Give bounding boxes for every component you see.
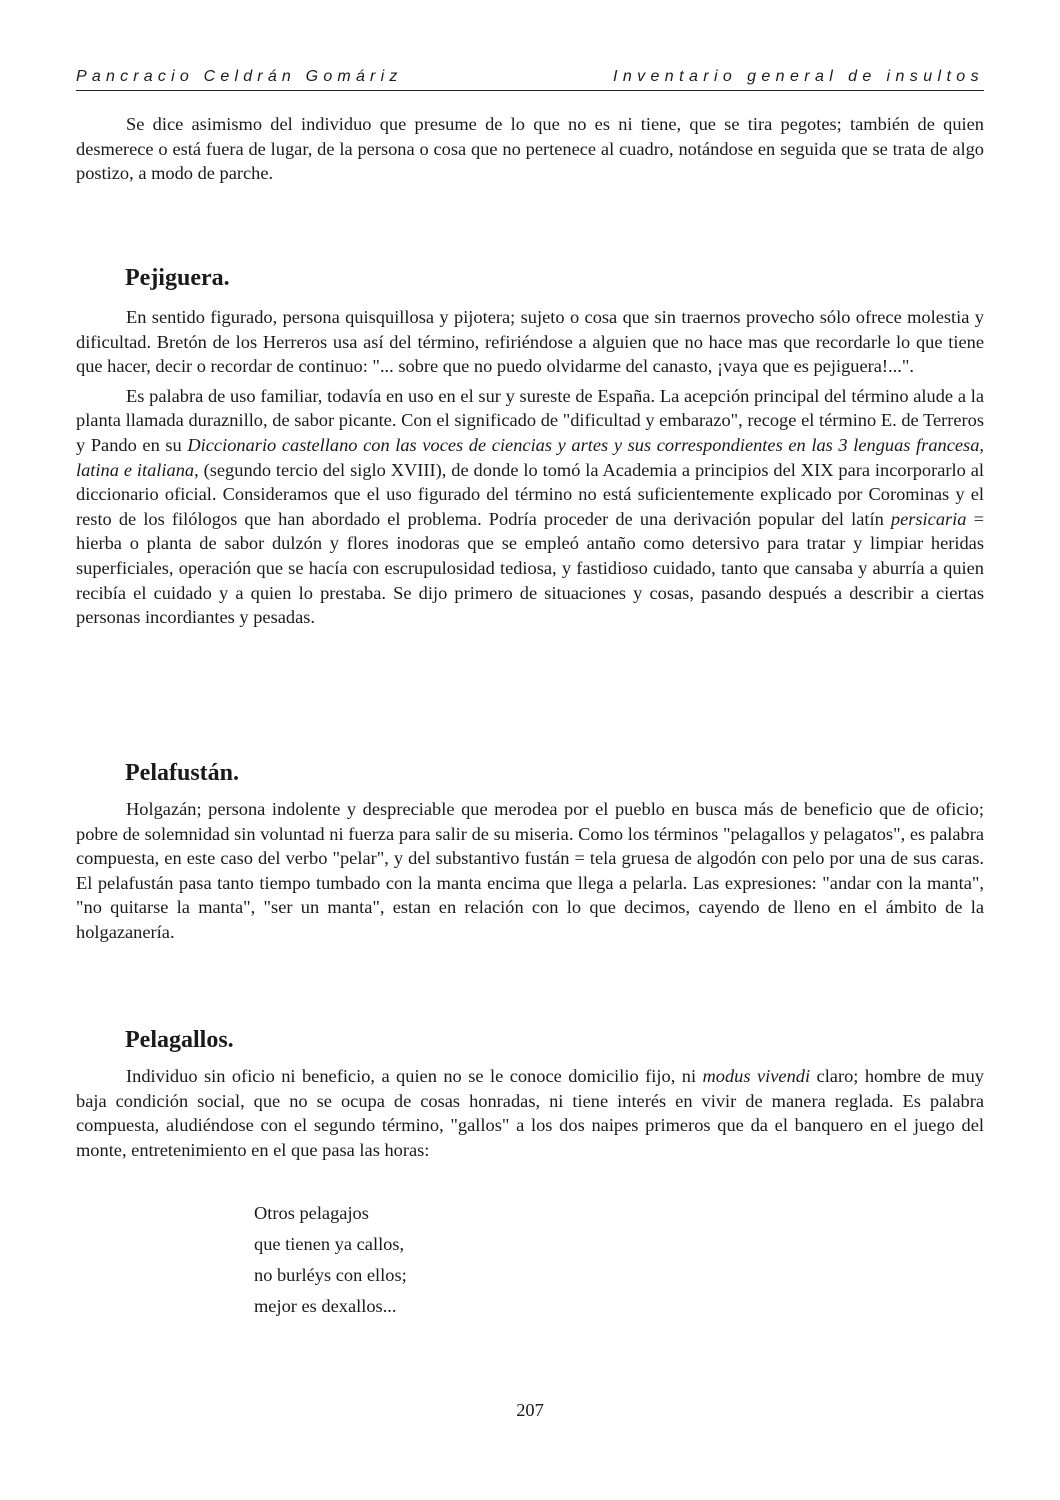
intro-section xyxy=(76,112,984,191)
header-author: Pancracio Celdrán Gomáriz xyxy=(76,68,403,85)
running-header xyxy=(76,66,984,91)
pejiguera-paragraph-2 xyxy=(76,384,984,630)
pelafustan-paragraph-1: Holgazán; persona indolente y despreciable que merodea por el pueblo en busca más de beneficio que de oficio; pobre de solemnidad sin voluntad ni fuerza para salir de su miseria. Como los términos "pelagallos y pelagatos", es palabra compuesta, en este caso del verbo "pelar", y del substantivo fustán = tela gruesa de algodón con pelo por una de sus caras. El pelafustán pasa tanto tiempo tumbado con la manta encima que llega a pelarla. Las expresiones: "andar con la manta", "no quitarse la manta", "ser un manta", estan en relación con lo que decimos, cayendo de lleno en el ámbito de la holgazanería. xyxy=(76,799,984,942)
verse-line: Otros pelagajos xyxy=(254,1203,369,1223)
entry-body-pelagallos xyxy=(76,1064,984,1167)
entry-body-pejiguera xyxy=(76,305,984,635)
entry-heading-pejiguera: Pejiguera. xyxy=(125,265,230,291)
header-book-title: Inventario general de insultos xyxy=(612,68,984,85)
pejiguera-p2-part-b: , (segundo tercio del siglo XVIII), de donde lo tomó la Academia a principios del XIX para incorporarlo al diccionario oficial. Consideramos que el uso figurado del término no está suficientemente explicado por Corominas y el resto de los filólogos que han abordado el problema. Podría proceder de una derivación popular del latín xyxy=(76,459,985,529)
pelagallos-p1-part-b: claro; hombre de muy baja condición social, que no se ocupa de cosas honradas, ni tiene interés en vivir de manera reglada. Es palabra compuesta, aludiéndose con el segundo término, "gallos" a los dos naipes primeros que da el banquero en el juego del monte, entretenimiento en el que pasa las horas: xyxy=(76,1066,984,1160)
page-number: 207 xyxy=(516,1400,544,1420)
entry-heading-pelagallos: Pelagallos. xyxy=(125,1027,234,1053)
verse-line: mejor es dexallos... xyxy=(254,1296,397,1316)
verse-quote xyxy=(254,1198,407,1322)
persicaria-italic: persicaria xyxy=(890,508,967,529)
verse-line: que tienen ya callos, xyxy=(254,1234,405,1254)
entry-heading-pelafustan: Pelafustán. xyxy=(125,760,239,786)
intro-paragraph: Se dice asimismo del individuo que presume de lo que no es ni tiene, que se tira pegotes; también de quien desmerece o está fuera de lugar, de la persona o cosa que no pertenece al cuadro, notándose en seguida que se trata de algo postizo, a modo de parche. xyxy=(76,114,984,184)
verse-line: no burléys con ellos; xyxy=(254,1265,407,1285)
entry-body-pelafustan xyxy=(76,797,984,950)
pelagallos-paragraph-1 xyxy=(76,1064,984,1162)
pejiguera-paragraph-1: En sentido figurado, persona quisquillosa y pijotera; sujeto o cosa que sin traernos provecho sólo ofrece molestia y dificultad. Bretón de los Herreros usa así del término, refiriéndose a alguien que no hace mas que recordarle lo que tiene que hacer, decir o recordar de continuo: "... sobre que no puedo olvidarme del canasto, ¡vaya que es pejiguera!...". xyxy=(76,307,984,377)
modus-vivendi-italic: modus vivendi xyxy=(702,1066,811,1086)
dictionary-title-italic: Diccionario castellano con las voces de ciencias y artes y sus correspondientes en las 3 lenguas francesa, latina e italiana xyxy=(76,434,984,480)
pejiguera-p2-part-a: Es palabra de uso familiar, todavía en uso en el sur y sureste de España. La acepción principal del término alude a la planta llamada duraznillo, de sabor picante. Con el significado de "dificultad y embarazo", recoge el término E. de Terreros y Pando en su xyxy=(76,385,984,455)
pejiguera-p2-part-c: = hierba o planta de sabor dulzón y flores inodoras que se empleó antaño como detersivo para tratar y limpiar heridas superficiales, operación que se hacía con escrupulosidad tediosa, y fastidioso cuidado, tanto que cansaba y aburría a quien recibía el cuidado y a quien lo prestaba. Se dijo primero de situaciones y cosas, pasando después a describir a ciertas personas incordiantes y pesadas. xyxy=(76,508,984,628)
pelagallos-p1-part-a: Individuo sin oficio ni beneficio, a quien no se le conoce domicilio fijo, ni xyxy=(126,1066,703,1086)
